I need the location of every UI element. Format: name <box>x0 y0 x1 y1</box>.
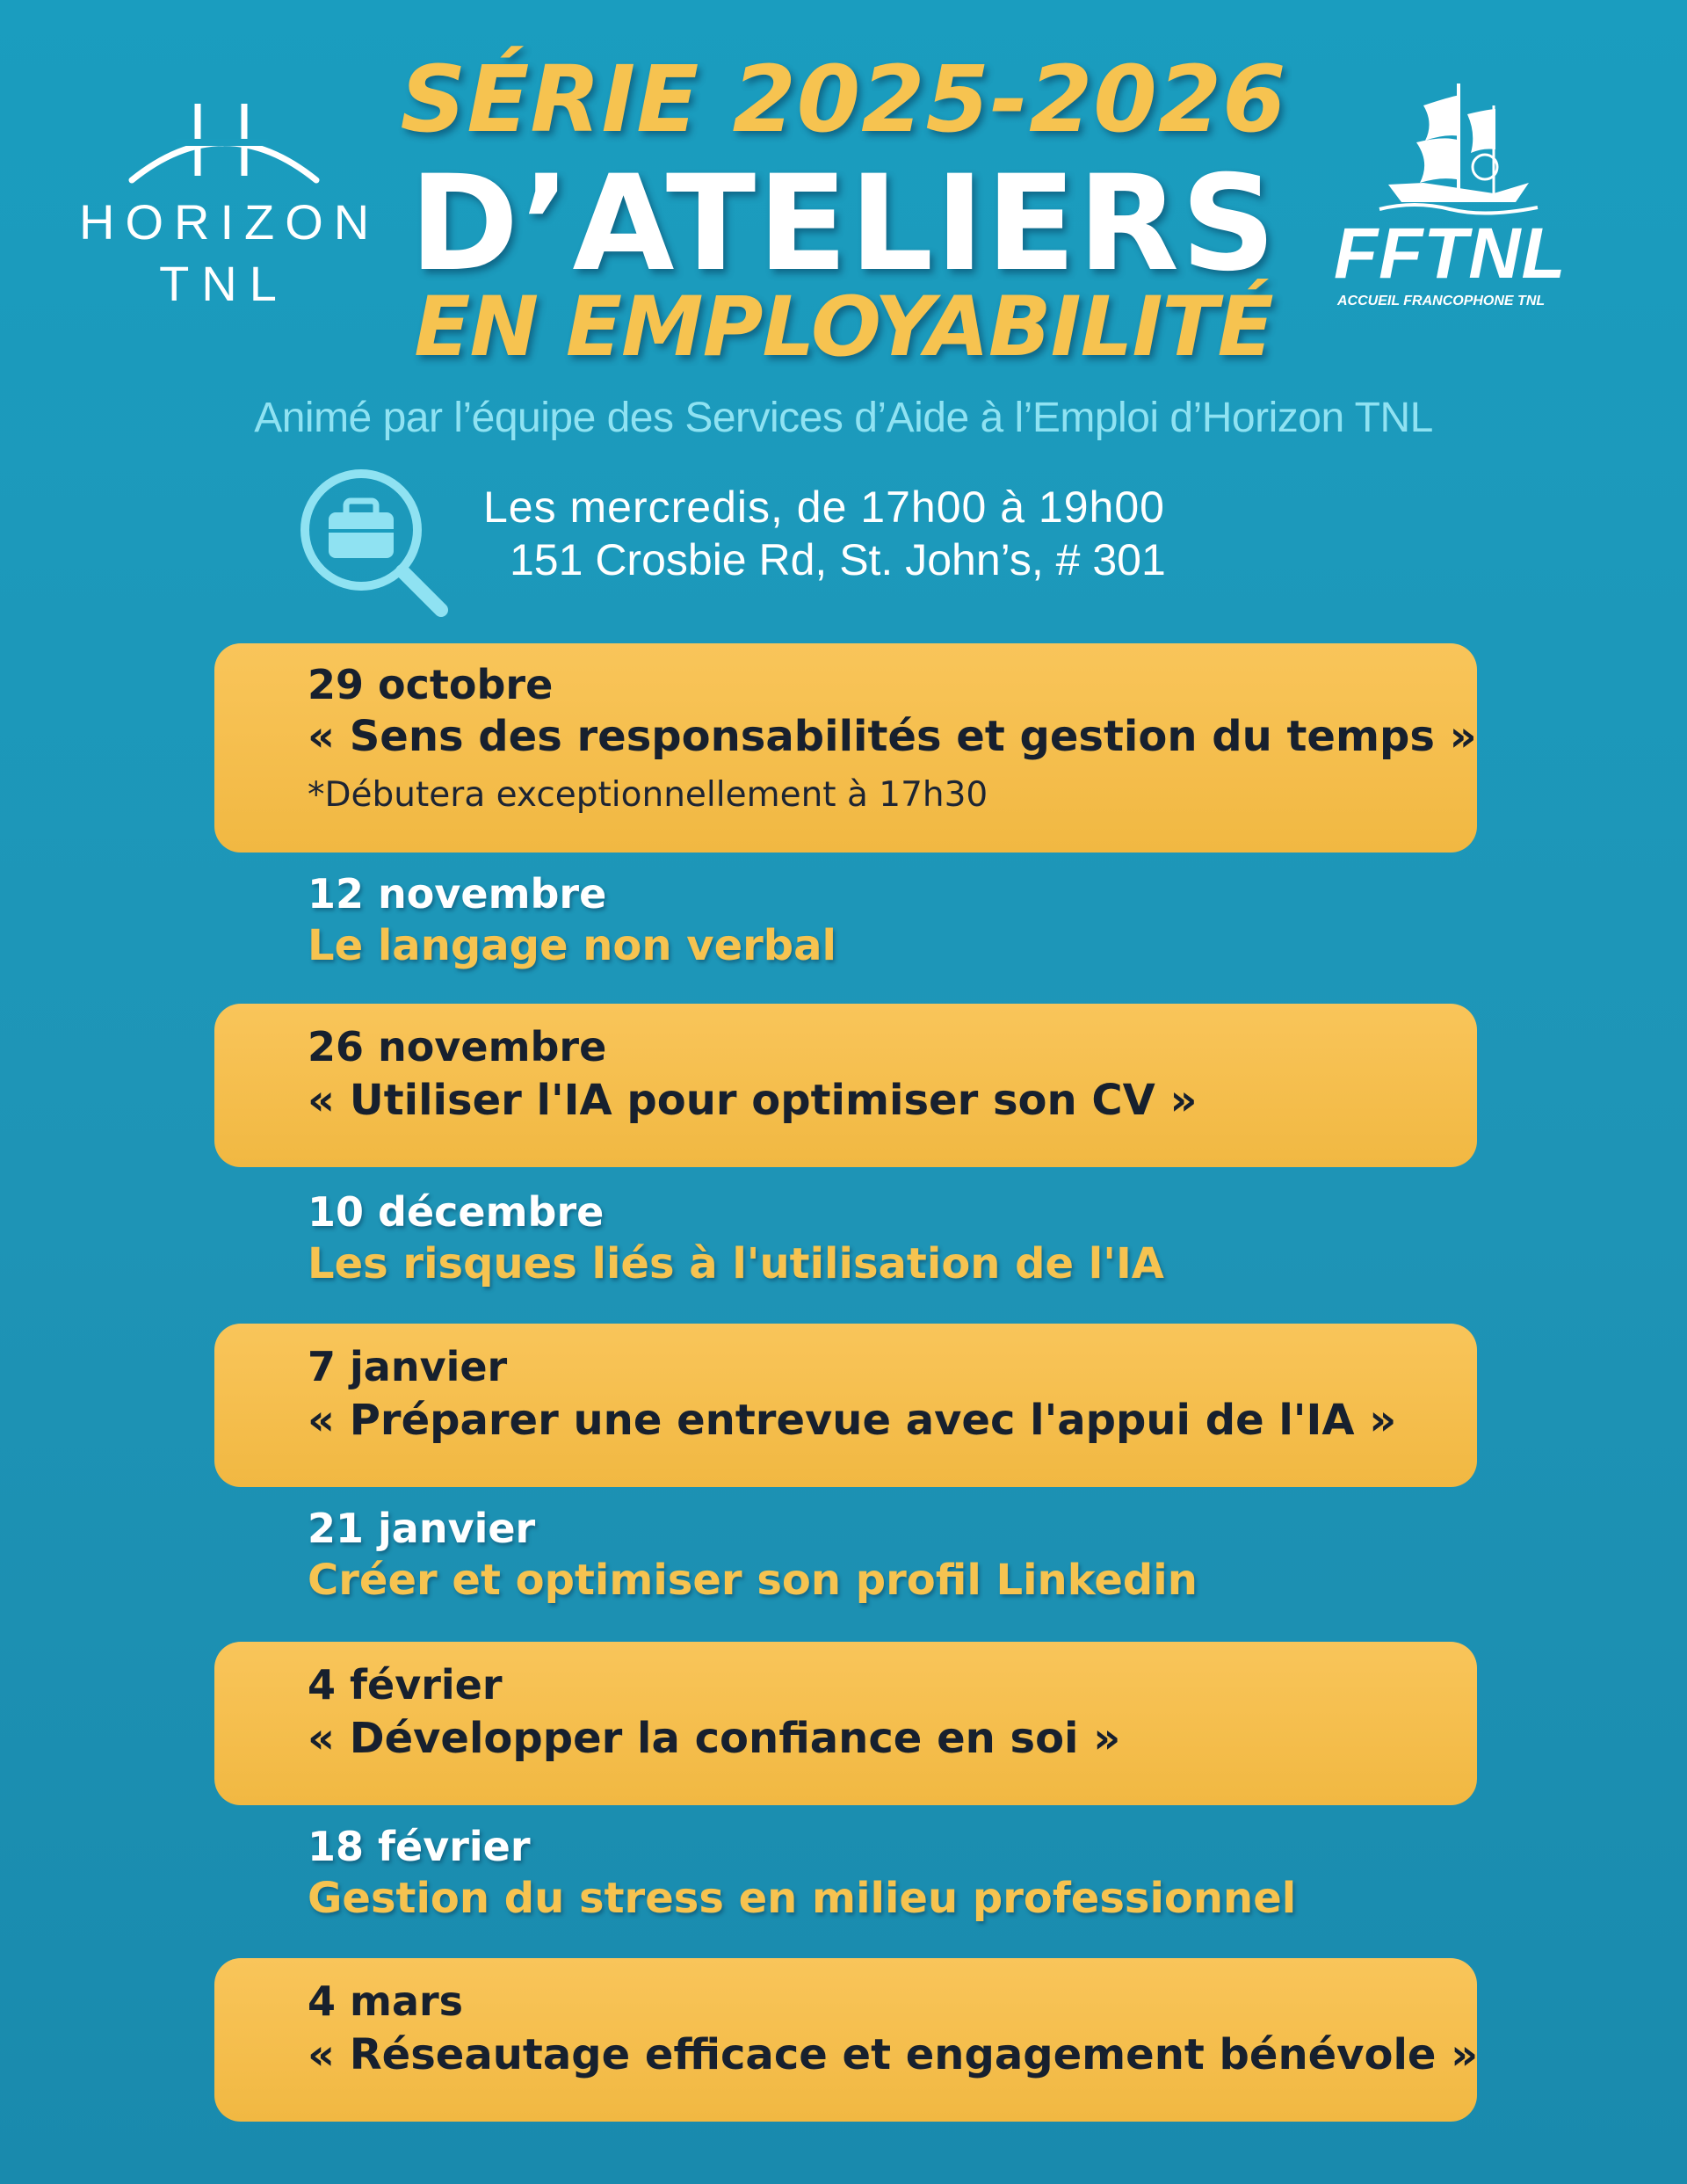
session-date: 29 octobre <box>308 661 554 708</box>
briefcase-search-icon <box>295 464 453 622</box>
session-topic: « Réseautage efficace et engagement bénévole » <box>308 2030 1479 2079</box>
session-topic: Le langage non verbal <box>308 921 836 970</box>
session-item <box>214 1814 1477 1928</box>
session-note: *Débutera exceptionnellement à 17h30 <box>308 775 988 815</box>
session-topic: « Sens des responsabilités et gestion du temps » <box>308 712 1477 761</box>
title-workshops: D’ATELIERS <box>409 148 1278 301</box>
session-date: 4 mars <box>308 1977 464 2025</box>
session-card <box>214 1324 1477 1487</box>
session-topic: Gestion du stress en milieu professionnel <box>308 1874 1297 1923</box>
fftnl-logo-tagline: ACCUEIL FRANCOPHONE TNL <box>1337 294 1546 308</box>
horizon-logo-line2: TNL <box>159 256 289 311</box>
subtitle: Animé par l’équipe des Services d’Aide à l’Emploi d’Horizon TNL <box>254 395 1433 441</box>
session-card <box>214 1004 1477 1167</box>
session-topic: « Préparer une entrevue avec l'appui de l'IA » <box>308 1396 1397 1445</box>
session-item <box>214 1496 1477 1610</box>
session-topic: « Développer la confiance en soi » <box>308 1714 1121 1763</box>
session-topic: Créer et optimiser son profil Linkedin <box>308 1556 1198 1605</box>
session-card <box>214 643 1477 853</box>
session-card <box>214 1642 1477 1805</box>
session-card <box>214 1958 1477 2122</box>
session-date: 12 novembre <box>308 870 607 918</box>
session-topic: Les risques liés à l'utilisation de l'IA <box>308 1239 1164 1288</box>
title-series: SÉRIE 2025-2026 <box>400 46 1287 153</box>
session-item <box>214 1179 1477 1294</box>
session-date: 26 novembre <box>308 1023 607 1070</box>
address-text: 151 Crosbie Rd, St. John’s, # 301 <box>510 535 1166 584</box>
schedule-text: Les mercredis, de 17h00 à 19h00 <box>483 483 1165 532</box>
session-date: 10 décembre <box>308 1188 605 1236</box>
session-date: 4 février <box>308 1661 503 1709</box>
session-topic: « Utiliser l'IA pour optimiser son CV » <box>308 1076 1198 1125</box>
session-date: 21 janvier <box>308 1505 536 1552</box>
session-item <box>214 861 1477 976</box>
fftnl-logo-name: FFTNL <box>1334 214 1567 294</box>
session-date: 18 février <box>308 1823 531 1870</box>
horizon-logo-line1: HORIZON <box>79 194 380 250</box>
session-date: 7 janvier <box>308 1343 508 1390</box>
title-employability: EN EMPLOYABILITÉ <box>414 279 1273 375</box>
